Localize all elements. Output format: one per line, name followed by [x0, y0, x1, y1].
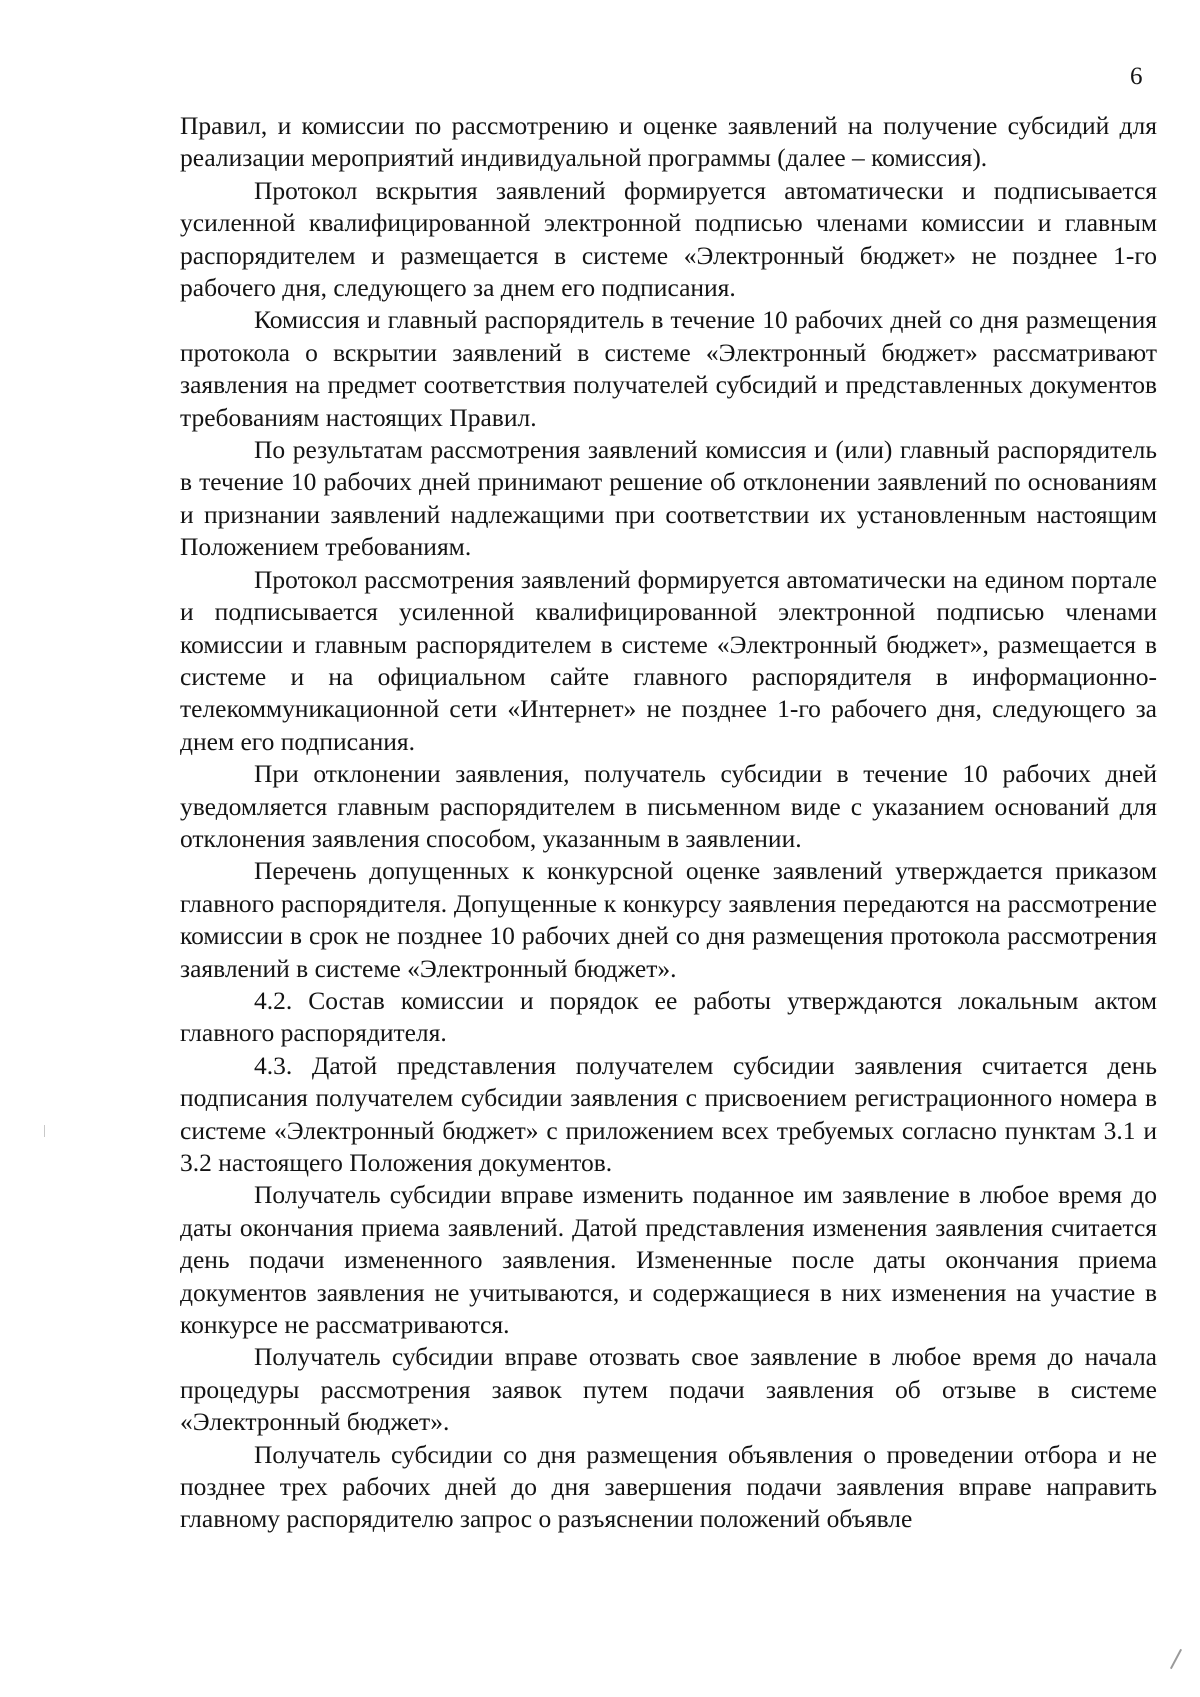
- paragraph-clarification-request: Получатель субсидии со дня размещения объявления о проведении отбора и не позднее трех рабочих дней до дня завершения подачи заявления вправе направить главному распорядителю запрос о разъяснении положений объявле: [180, 1439, 1157, 1534]
- paragraph-admitted-list: Перечень допущенных к конкурсной оценке заявлений утверждается приказом главного распорядителя. Допущенные к конкурсу заявления передаются на рассмотрение комиссии в срок не позднее 10 рабочих дней со дня размещения протокола рассмотрения заявлений в системе «Электронный бюджет».: [180, 856, 1157, 983]
- paragraph-commission-review: Комиссия и главный распорядитель в течение 10 рабочих дней со дня размещения протокола о вскрытии заявлений в системе «Электронный бюджет» рассматривают заявления на предмет соответствия получателей субсидий и представленных документов требованиям настоящих Правил.: [180, 305, 1157, 432]
- paragraph-application-change: Получатель субсидии вправе изменить поданное им заявление в любое время до даты окончания приема заявлений. Датой представления изменения заявления считается день подачи измененного заявления. Измененные после даты окончания приема документов заявления не учитываются, и содержащиеся в них изменения на участие в конкурсе не рассматриваются.: [180, 1180, 1157, 1340]
- paragraph-4-3-submission-date: 4.3. Датой представления получателем субсидии заявления считается день подписания получателем субсидии заявления с присвоением регистрационного номера в системе «Электронный бюджет» с приложением всех требуемых согласно пунктам 3.1 и 3.2 настоящего Положения документов.: [180, 1050, 1157, 1177]
- paragraph-rejection-notice: При отклонении заявления, получатель субсидии в течение 10 рабочих дней уведомляется главным распорядителем в письменном виде с указанием оснований для отклонения заявления способом, указанным в заявлении.: [180, 759, 1157, 853]
- paragraph-opening-protocol: Протокол вскрытия заявлений формируется автоматически и подписывается усиленной квалифицированной электронной подписью членами комиссии и главным распорядителем и размещается в системе «Электронный бюджет» не позднее 1-го рабочего дня, следующего за днем его подписания.: [180, 175, 1157, 303]
- paragraph-application-withdrawal: Получатель субсидии вправе отозвать свое заявление в любое время до начала процедуры рассмотрения заявок путем подачи заявления об отзыве в системе «Электронный бюджет».: [180, 1342, 1157, 1437]
- paragraph-review-results: По результатам рассмотрения заявлений комиссия и (или) главный распорядитель в течение 10 рабочих дней принимают решение об отклонении заявлений по основаниям и признании заявлений надлежащими при соответствии их установленным настоящим Положением требованиям.: [180, 435, 1157, 562]
- paragraph-4-2-commission-composition: 4.2. Состав комиссии и порядок ее работы утверждаются локальным актом главного распорядителя.: [180, 985, 1157, 1048]
- document-body: [180, 110, 1157, 1536]
- paragraph-review-protocol: Протокол рассмотрения заявлений формируется автоматически на едином портале и подписывается усиленной квалифицированной электронной подписью членами комиссии и главным распорядителем в системе «Электронный бюджет», размещается в системе и на официальном сайте главного распорядителя в информационно-телекоммуникационной сети «Интернет» не позднее 1-го рабочего дня, следующего за днем его подписания.: [180, 564, 1157, 756]
- paragraph-continuation: Правил, и комиссии по рассмотрению и оценке заявлений на получение субсидий для реализации мероприятий индивидуальной программы (далее – комиссия).: [180, 111, 1157, 173]
- page-number: 6: [1130, 63, 1143, 90]
- scan-artifact-speck: [44, 1125, 45, 1137]
- scan-artifact-mark: [1170, 1649, 1182, 1669]
